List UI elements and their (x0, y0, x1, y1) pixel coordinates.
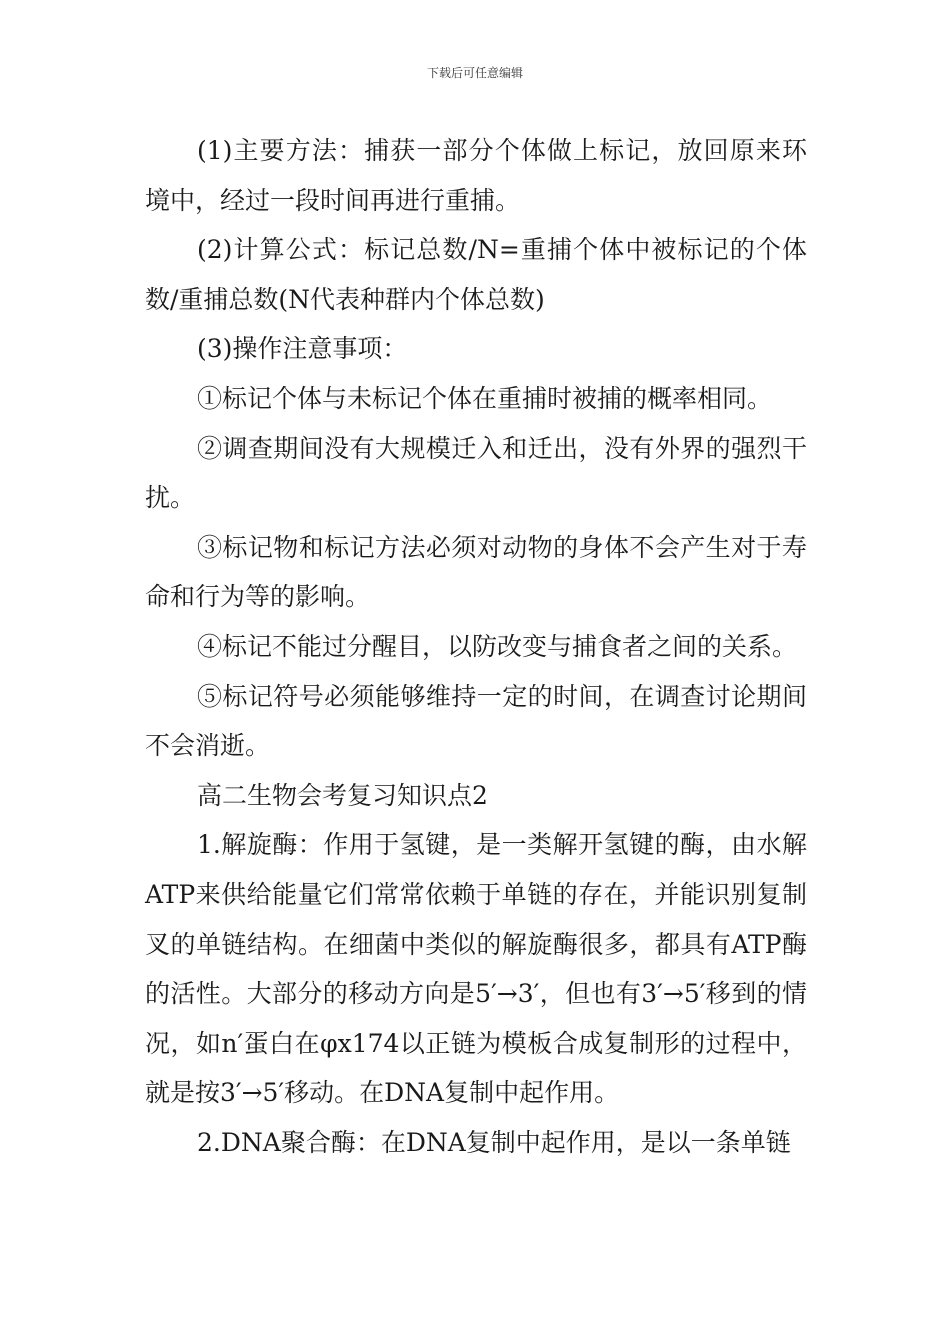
paragraph-dna-polymerase: 2.DNA聚合酶：在DNA复制中起作用，是以一条单链 (197, 1127, 791, 1157)
paragraph-precautions-heading: (3)操作注意事项： (197, 334, 408, 364)
paragraph-precaution-2: ②调查期间没有大规模迁入和迁出，没有外界的强烈干扰。 (145, 433, 807, 513)
paragraph-precaution-5: ⑤标记符号必须能够维持一定的时间，在调查讨论期间不会消逝。 (145, 681, 807, 761)
document-body (145, 126, 807, 1167)
paragraph-precaution-4: ④标记不能过分醒目，以防改变与捕食者之间的关系。 (197, 631, 798, 661)
section-heading: 高二生物会考复习知识点2 (197, 780, 488, 810)
paragraph-helicase: 1.解旋酶：作用于氢键，是一类解开氢键的酶，由水解ATP来供给能量它们常常依赖于单链的存在，并能识别复制叉的单链结构。在细菌中类似的解旋酶很多，都具有ATP酶的活性。大部分的移动方向是5′→3′，但也有3′→5′移到的情况，如n′蛋白在φx174以正链为模板合成复制形的过程中，就是按3′→5′移动。在DNA复制中起作用。 (145, 830, 807, 1108)
paragraph-formula: (2)计算公式：标记总数/N=重捕个体中被标记的个体数/重捕总数(N代表种群内个体总数) (145, 235, 807, 314)
paragraph-main-method: (1)主要方法：捕获一部分个体做上标记，放回原来环境中，经过一段时间再进行重捕。 (145, 136, 807, 215)
page-header: 下载后可任意编辑 (426, 66, 523, 80)
paragraph-precaution-1: ①标记个体与未标记个体在重捕时被捕的概率相同。 (197, 383, 773, 413)
paragraph-precaution-3: ③标记物和标记方法必须对动物的身体不会产生对于寿命和行为等的影响。 (145, 532, 807, 612)
